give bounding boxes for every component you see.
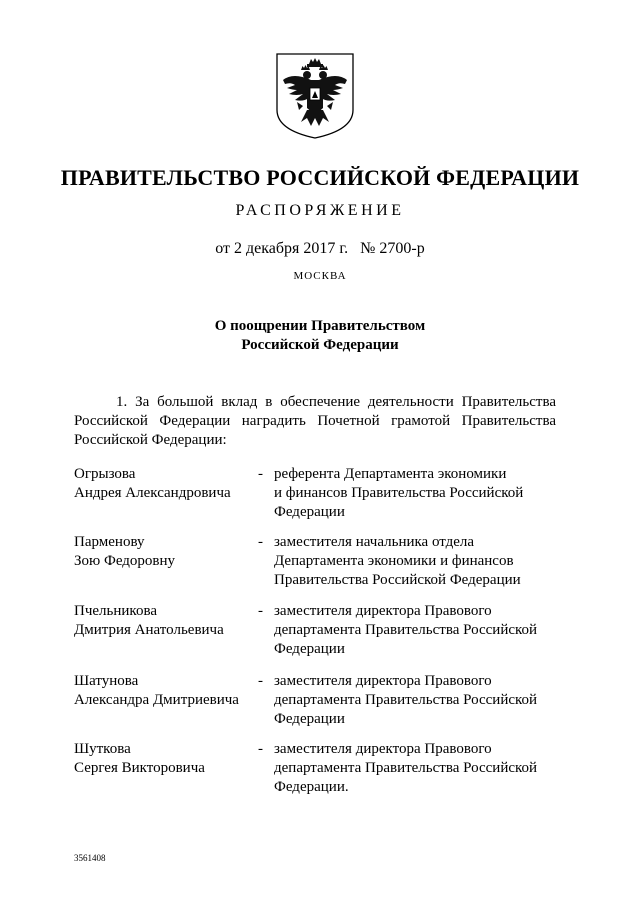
- position-line: департамента Правительства Российской: [274, 622, 538, 638]
- awardee-name: [74, 465, 254, 503]
- awardee-surname: Огрызова: [74, 466, 136, 482]
- awardee-given-name: Зою Федоровну: [74, 553, 176, 569]
- paragraph-line: Российской Федерации:: [74, 432, 227, 448]
- coat-of-arms-icon: [273, 50, 357, 142]
- position-line: Федерации.: [274, 779, 349, 795]
- awardee-dash: -: [258, 673, 263, 689]
- position-line: Федерации: [274, 641, 345, 657]
- awardee-surname: Парменову: [74, 534, 145, 550]
- awardee-given-name: Александра Дмитриевича: [74, 692, 239, 708]
- position-line: заместителя директора Правового: [274, 673, 492, 689]
- awardee-dash: -: [258, 534, 263, 550]
- organization-title: ПРАВИТЕЛЬСТВО РОССИЙСКОЙ ФЕДЕРАЦИИ: [60, 165, 580, 190]
- position-line: департамента Правительства Российской: [274, 692, 538, 708]
- awardee-dash: -: [258, 466, 263, 482]
- position-line: заместителя директора Правового: [274, 603, 492, 619]
- body-paragraph: [74, 393, 556, 450]
- subject-line: Российской Федерации: [241, 337, 399, 353]
- awardee-name: [74, 740, 254, 778]
- awardee-given-name: Сергея Викторовича: [74, 760, 205, 776]
- awardee-position: [274, 740, 564, 797]
- awardee-dash: -: [258, 741, 263, 757]
- position-line: Департамента экономики и финансов: [274, 553, 514, 569]
- awardee-name: [74, 602, 254, 640]
- position-line: заместителя директора Правового: [274, 741, 492, 757]
- city: МОСКВА: [293, 270, 347, 282]
- subject-title: [0, 317, 640, 355]
- awardee-surname: Пчельникова: [74, 603, 157, 619]
- awardee-name: [74, 533, 254, 571]
- document-type: РАСПОРЯЖЕНИЕ: [235, 202, 405, 219]
- position-line: референта Департамента экономики: [274, 466, 507, 482]
- document-date: от 2 декабря 2017 г.: [215, 240, 349, 257]
- awardee-given-name: Андрея Александровича: [74, 485, 231, 501]
- position-line: и финансов Правительства Российской: [274, 485, 524, 501]
- position-line: Федерации: [274, 711, 345, 727]
- awardee-position: [274, 465, 564, 522]
- date-line: [0, 240, 640, 258]
- awardee-surname: Шатунова: [74, 673, 139, 689]
- awardee-position: [274, 533, 564, 590]
- awardee-surname: Шуткова: [74, 741, 131, 757]
- awardee-dash: -: [258, 603, 263, 619]
- document-code: 3561408: [74, 853, 106, 863]
- paragraph-line: Российской Федерации наградить Почетной грамотой Правительства: [74, 413, 556, 429]
- awardee-given-name: Дмитрия Анатольевича: [74, 622, 224, 638]
- position-line: Правительства Российской Федерации: [274, 572, 521, 588]
- position-line: департамента Правительства Российской: [274, 760, 538, 776]
- awardee-name: [74, 672, 254, 710]
- document-number: № 2700-р: [360, 240, 425, 257]
- awardee-position: [274, 672, 564, 729]
- subject-line: О поощрении Правительством: [214, 318, 426, 334]
- position-line: Федерации: [274, 504, 345, 520]
- position-line: заместителя начальника отдела: [274, 534, 475, 550]
- awardee-position: [274, 602, 564, 659]
- paragraph-line: 1. За большой вклад в обеспечение деятельности Правительства: [116, 394, 556, 410]
